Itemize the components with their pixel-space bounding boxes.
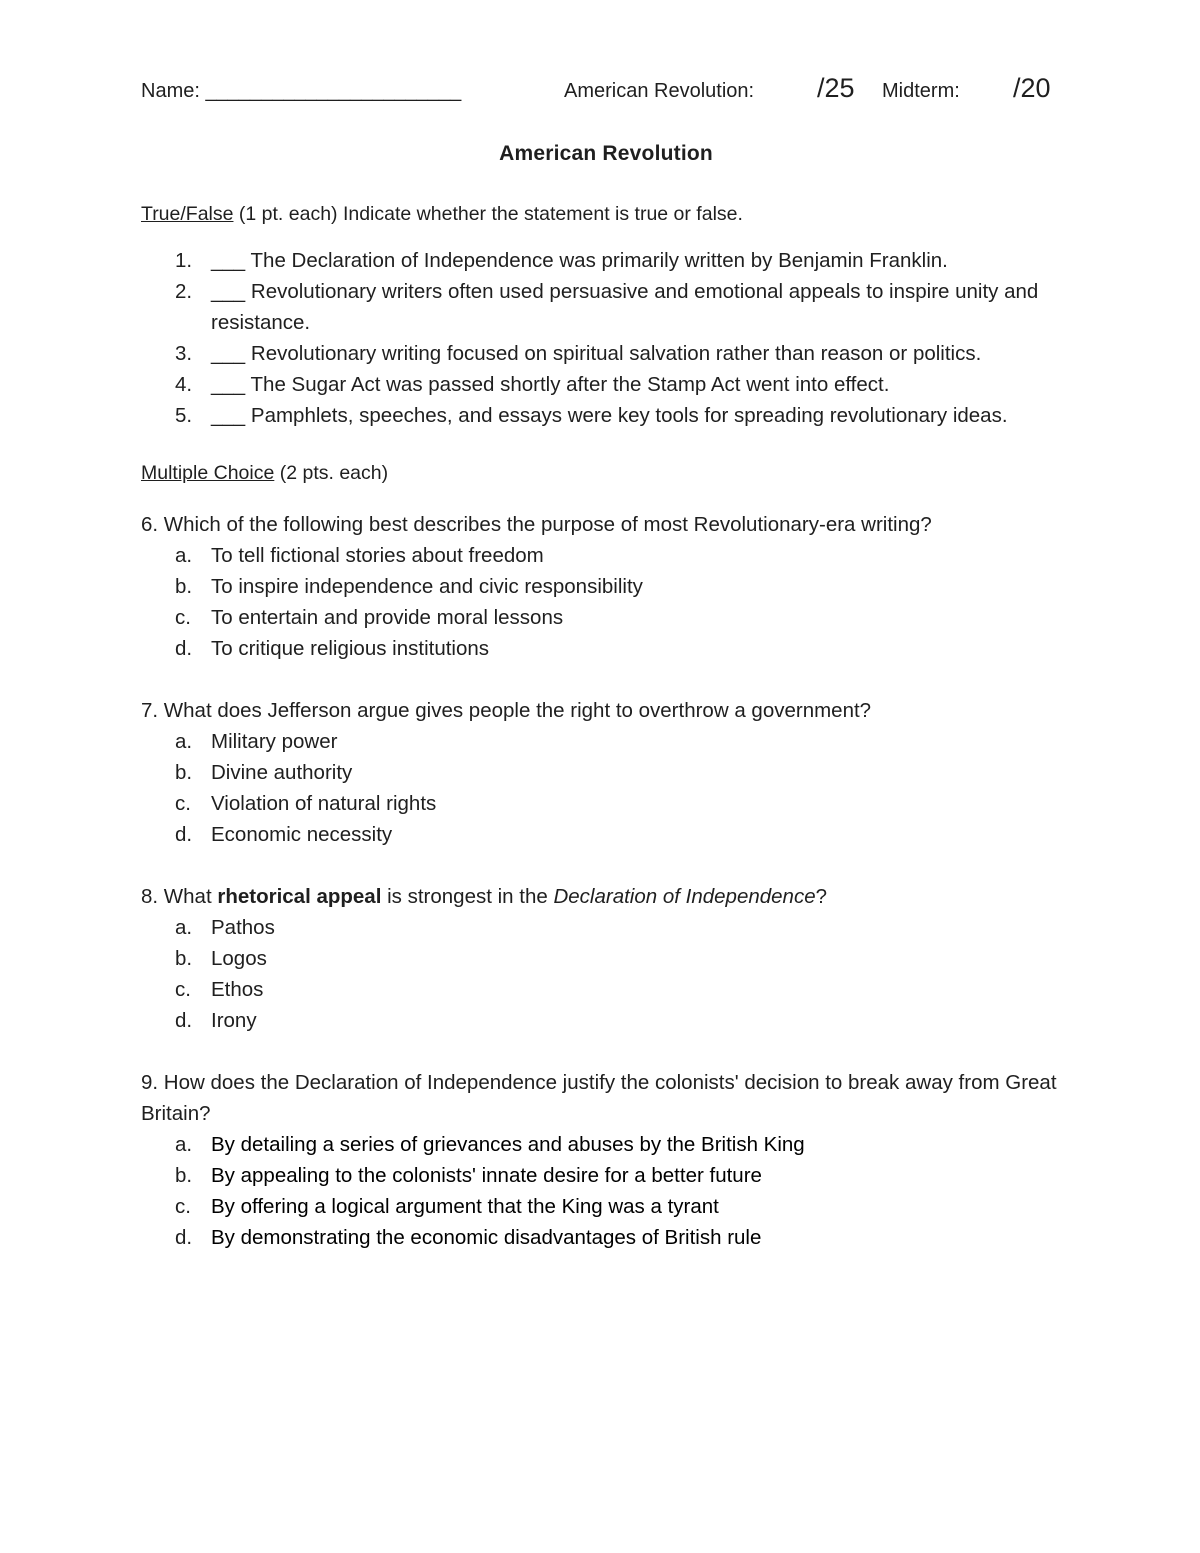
worksheet-page <box>141 70 1071 1253</box>
answer-option <box>141 974 1071 1005</box>
list-item <box>141 400 1071 431</box>
multiple-choice-instructions: (2 pts. each) <box>274 462 389 484</box>
answer-option <box>141 1005 1071 1036</box>
option-text: Military power <box>211 730 338 753</box>
answer-option <box>141 1222 1071 1253</box>
option-text: Irony <box>211 1009 257 1032</box>
option-text: Ethos <box>211 978 264 1001</box>
answer-option <box>141 912 1071 943</box>
item-number: 4. <box>175 373 193 396</box>
true-false-heading <box>141 203 1071 226</box>
list-item <box>141 338 1071 369</box>
stem-text: is strongest in the <box>381 885 554 908</box>
question-stem: 9. How does the Declaration of Independence justify the colonists' decision to break away from Great Britain? <box>141 1071 1057 1125</box>
answer-option <box>141 726 1071 757</box>
answer-option <box>141 757 1071 788</box>
answer-options <box>141 726 1071 850</box>
multiple-choice-heading-label: Multiple Choice <box>141 462 275 484</box>
option-text: By appealing to the colonists' innate desire for a better future <box>211 1164 762 1187</box>
answer-options <box>141 540 1071 664</box>
answer-options <box>141 912 1071 1036</box>
midterm-score-total: /20 <box>1013 73 1051 103</box>
option-letter: c. <box>175 792 191 815</box>
answer-option <box>141 788 1071 819</box>
stem-bold-term: rhetorical appeal <box>217 885 382 908</box>
answer-option <box>141 943 1071 974</box>
item-text: ___ The Sugar Act was passed shortly after the Stamp Act went into effect. <box>211 373 890 396</box>
list-item <box>141 369 1071 400</box>
option-letter: b. <box>175 947 193 970</box>
item-number: 5. <box>175 404 193 427</box>
option-letter: c. <box>175 978 191 1001</box>
stem-text: 8. What <box>141 885 218 908</box>
revolution-score-label: American Revolution: <box>564 80 755 102</box>
option-text: Economic necessity <box>211 823 393 846</box>
answer-option <box>141 819 1071 850</box>
answer-option <box>141 633 1071 664</box>
option-text: To critique religious institutions <box>211 637 490 660</box>
option-text: Divine authority <box>211 761 353 784</box>
option-letter: b. <box>175 575 193 598</box>
question-9 <box>141 1067 1071 1253</box>
stem-italic-title: Declaration of Independence <box>553 885 816 908</box>
item-text: ___ Revolutionary writers often used persuasive and emotional appeals to inspire unity and resistance. <box>211 280 1039 334</box>
option-letter: a. <box>175 544 193 567</box>
answer-option <box>141 1129 1071 1160</box>
option-text: Pathos <box>211 916 275 939</box>
option-text: By offering a logical argument that the King was a tyrant <box>211 1195 719 1218</box>
option-text: To inspire independence and civic responsibility <box>211 575 643 598</box>
list-item <box>141 245 1071 276</box>
option-letter: d. <box>175 1226 193 1249</box>
answer-option <box>141 602 1071 633</box>
true-false-heading-label: True/False <box>141 203 234 225</box>
option-letter: a. <box>175 730 193 753</box>
question-stem <box>141 881 1071 912</box>
revolution-score-total: /25 <box>817 73 855 103</box>
option-text: To entertain and provide moral lessons <box>211 606 564 629</box>
option-letter: a. <box>175 916 193 939</box>
option-letter: d. <box>175 637 193 660</box>
item-text: ___ Revolutionary writing focused on spiritual salvation rather than reason or politics. <box>211 342 982 365</box>
stem-text: ? <box>815 885 828 908</box>
item-number: 1. <box>175 249 193 272</box>
true-false-instructions: (1 pt. each) Indicate whether the statement is true or false. <box>233 203 743 225</box>
answer-options <box>141 1129 1071 1253</box>
item-text: ___ Pamphlets, speeches, and essays were key tools for spreading revolutionary ideas. <box>211 404 1008 427</box>
option-text: To tell fictional stories about freedom <box>211 544 544 567</box>
list-item <box>141 276 1071 338</box>
option-letter: b. <box>175 761 193 784</box>
option-letter: b. <box>175 1164 193 1187</box>
item-number: 2. <box>175 280 193 303</box>
question-stem: 6. Which of the following best describes the purpose of most Revolutionary-era writing? <box>141 513 932 536</box>
item-number: 3. <box>175 342 193 365</box>
answer-option <box>141 571 1071 602</box>
true-false-list <box>141 245 1071 431</box>
answer-option <box>141 540 1071 571</box>
question-7 <box>141 695 1071 850</box>
option-letter: a. <box>175 1133 193 1156</box>
option-letter: c. <box>175 606 191 629</box>
question-8 <box>141 881 1071 1036</box>
multiple-choice-heading <box>141 462 1071 485</box>
question-6 <box>141 509 1071 664</box>
answer-option <box>141 1191 1071 1222</box>
midterm-score-label: Midterm: <box>882 80 960 102</box>
option-text: Logos <box>211 947 267 970</box>
page-title: American Revolution <box>499 142 713 165</box>
option-text: Violation of natural rights <box>211 792 437 815</box>
question-stem: 7. What does Jefferson argue gives people the right to overthrow a government? <box>141 699 872 722</box>
item-text: ___ The Declaration of Independence was primarily written by Benjamin Franklin. <box>211 249 948 272</box>
answer-option <box>141 1160 1071 1191</box>
option-letter: d. <box>175 1009 193 1032</box>
option-letter: d. <box>175 823 193 846</box>
name-field-label: Name: _______________________ <box>141 80 462 102</box>
option-text: By demonstrating the economic disadvantages of British rule <box>211 1226 762 1249</box>
option-letter: c. <box>175 1195 191 1218</box>
option-text: By detailing a series of grievances and abuses by the British King <box>211 1133 805 1156</box>
header-row <box>141 70 1071 112</box>
